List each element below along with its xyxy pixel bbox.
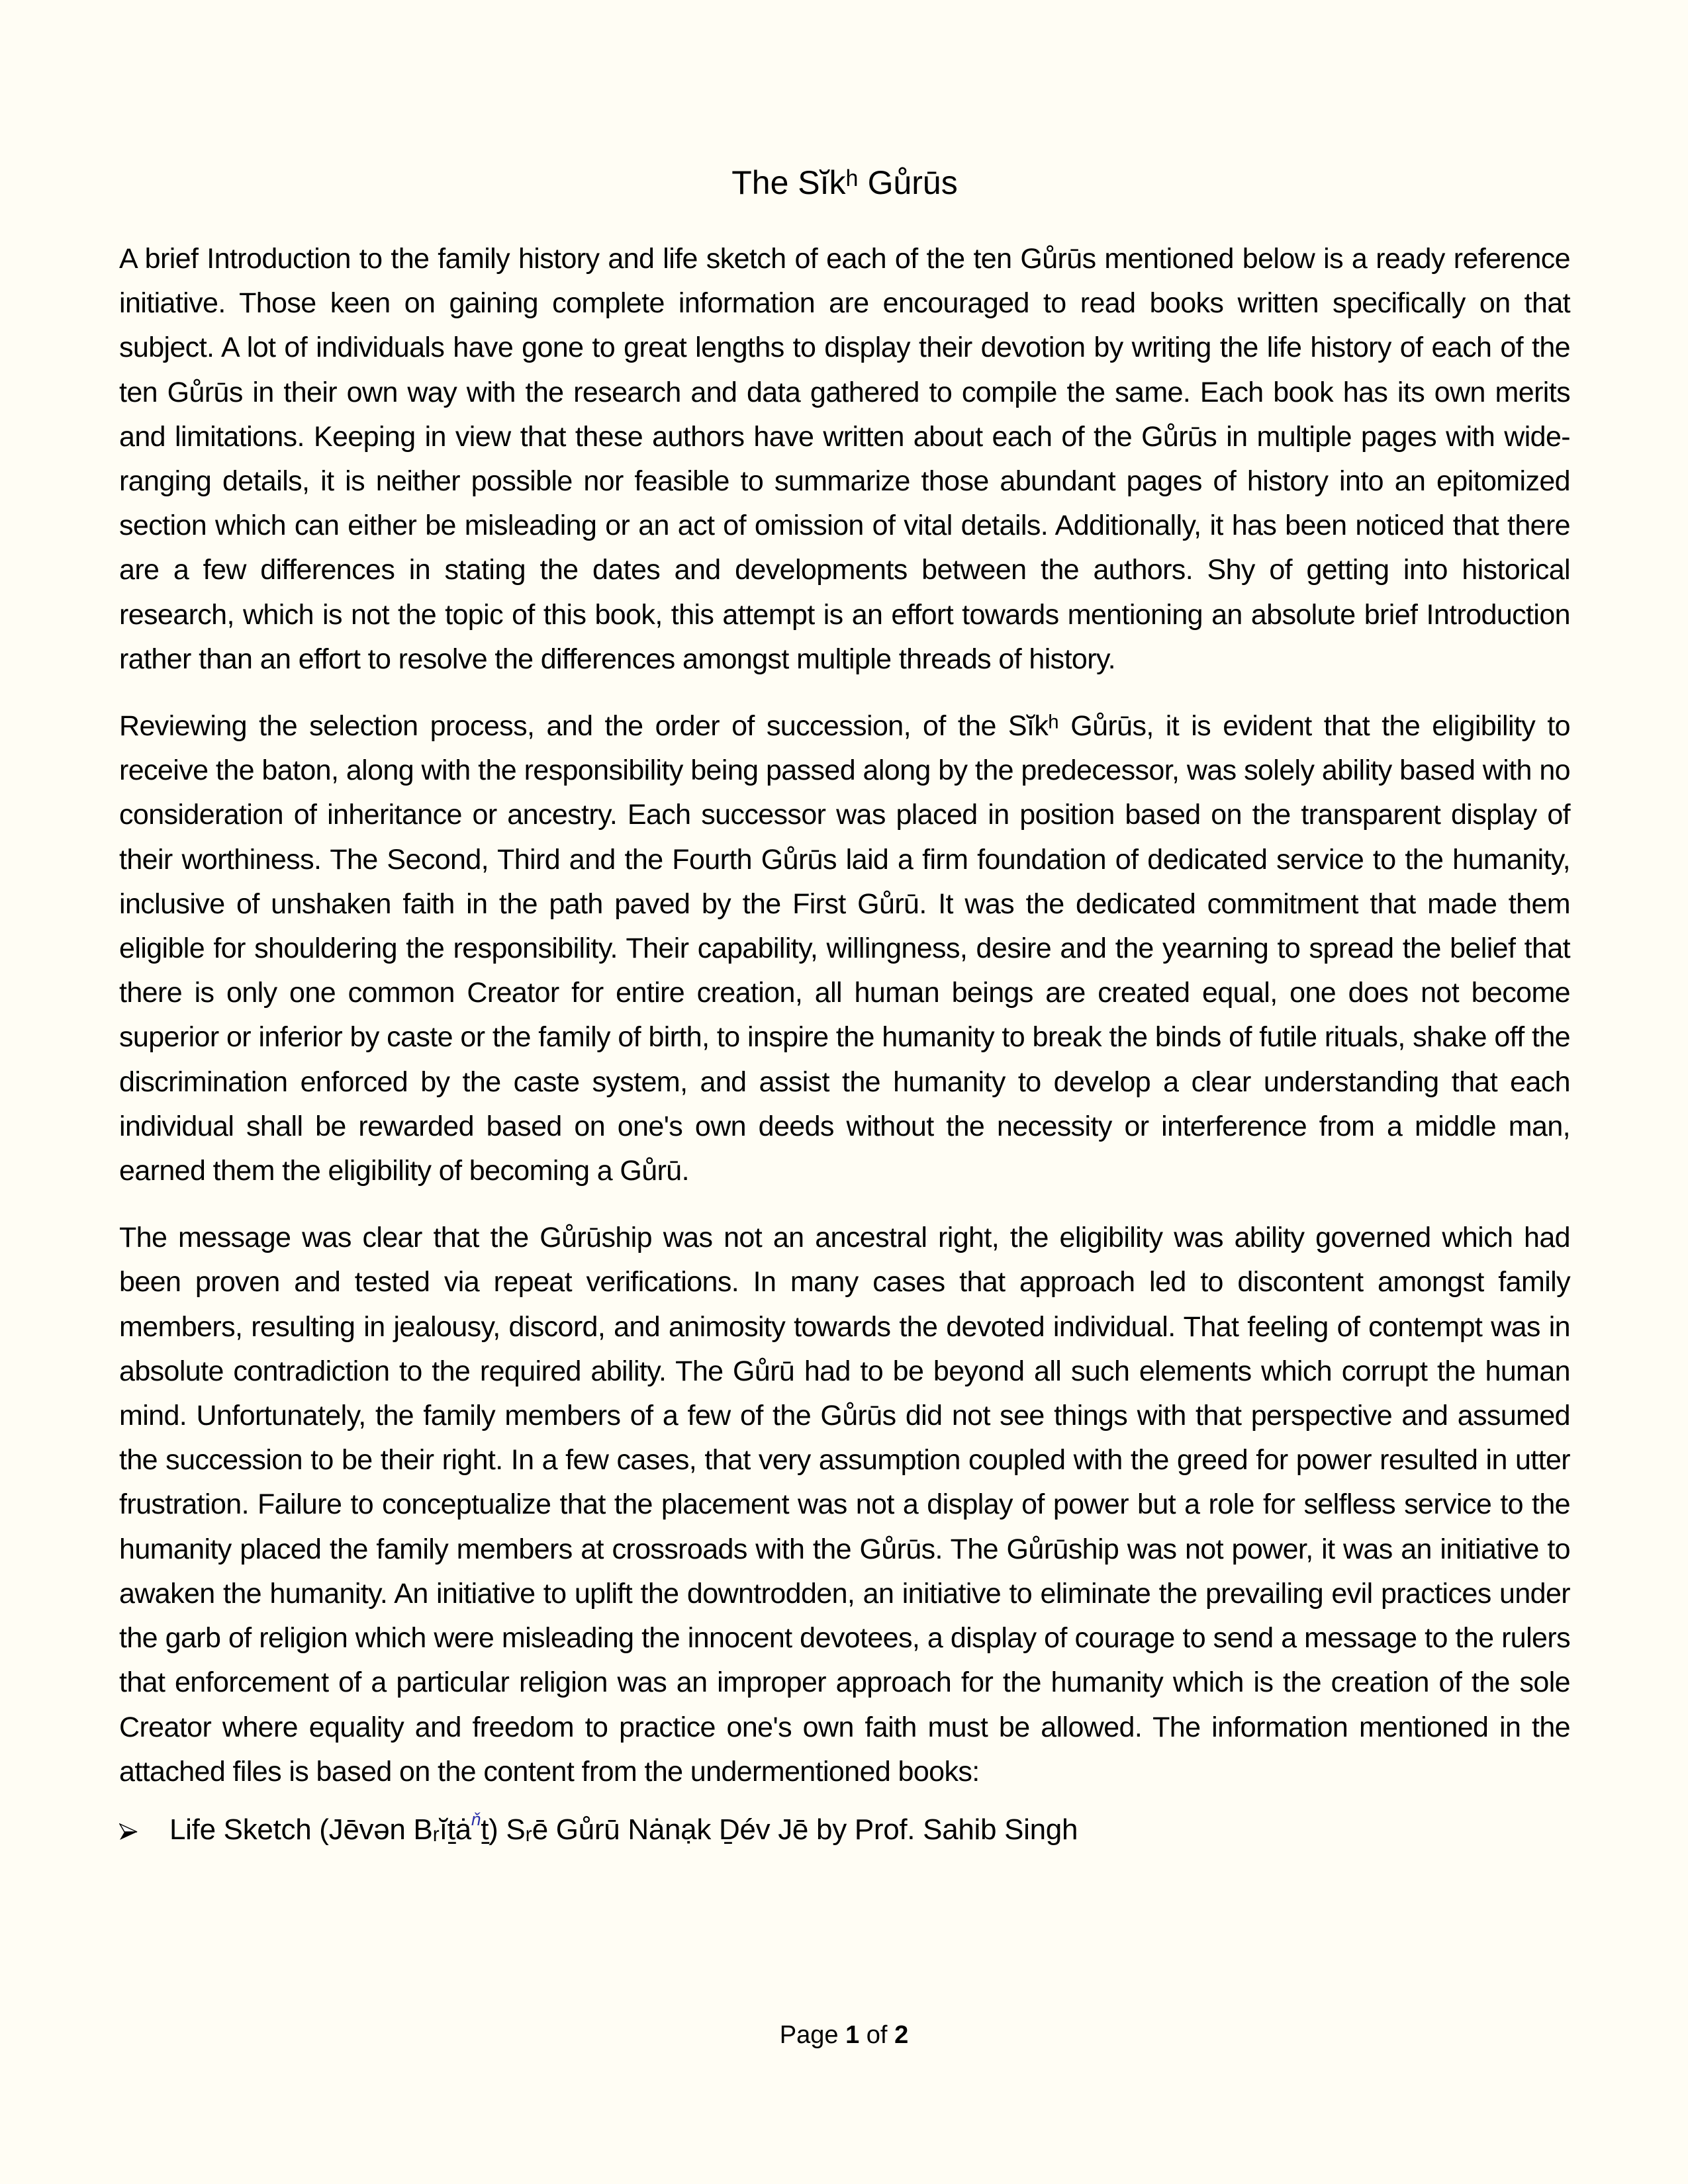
arrowhead-bullet-icon xyxy=(119,1811,169,1853)
paragraph-introduction: A brief Introduction to the family history and life sketch of each of the ten Gůrūs mentioned below is a ready reference initiative. Those keen on gaining complete information are encouraged to read books written specifically on that subject. A lot of individuals have gone to great lengths to display their devotion by writing the life history of each of the ten Gůrūs in their own way with the research and data gathered to compile the same. Each book has its own merits and limitations. Keeping in view that these authors have written about each of the Gůrūs in multiple pages with wide-ranging details, it is neither possible nor feasible to summarize those abundant pages of history into an epitomized section which can either be misleading or an act of omission of vital details. Additionally, it has been noticed that there are a few differences in stating the dates and developments between the authors. Shy of getting into historical research, which is not the topic of this book, this attempt is an effort towards mentioning an absolute brief Introduction rather than an effort to resolve the differences amongst multiple threads of history. xyxy=(119,243,1570,675)
book-list-item xyxy=(119,1798,1570,1853)
current-page-number: 1 xyxy=(845,2021,860,2049)
paragraph-guruship: The message was clear that the Gůrūship was not an ancestral right, the eligibility was ability governed which had been proven and tested via repeat verifications. In many cases that approach led to discontent amongst family members, resulting in jealousy, discord, and animosity towards the devoted individual. That feeling of contempt was in absolute contradiction to the required ability. The Gůrū had to be beyond all such elements which corrupt the human mind. Unfortunately, the family members of a few of the Gůrūs did not see things with that perspective and assumed the succession to be their right. In a few cases, that very assumption coupled with the greed for power resulted in utter frustration. Failure to conceptualize that the placement was not a display of power but a role for selfless service to the humanity placed the family members at crossroads with the Gůrūs. The Gůrūship was not power, it was an initiative to awaken the humanity. An initiative to uplift the downtrodden, an initiative to eliminate the prevailing evil practices under the garb of religion which were misleading the innocent devotees, a display of courage to send a message to the rulers that enforcement of a particular religion was an improper approach for the humanity which is the creation of the sole Creator where equality and freedom to practice one's own faith must be allowed. The information mentioned in the attached files is based on the content from the undermentioned books: xyxy=(119,1222,1570,1788)
book-title xyxy=(169,1798,1078,1851)
page-label: Page xyxy=(779,2021,839,2049)
page-title: The Sĭkʰ Gůrūs xyxy=(731,164,958,201)
document-body xyxy=(119,237,1570,1853)
total-pages-number: 2 xyxy=(894,2021,909,2049)
book-title-part-1: Life Sketch (Jēvən Bᵣĭṯȧ xyxy=(169,1813,471,1846)
of-label: of xyxy=(866,2021,888,2049)
page-footer xyxy=(0,2019,1688,2052)
book-title-part-2: ṯ) Sᵣē Gůrū Nȧnạk Ḏév Jē by Prof. Sahib Singh xyxy=(481,1813,1078,1846)
book-title-superscript: ň xyxy=(471,1809,481,1829)
paragraph-succession: Reviewing the selection process, and the order of succession, of the Sĭkʰ Gůrūs, it is evident that the eligibility to receive the baton, along with the responsibility being passed along by the predecessor, was solely ability based with no consideration of inheritance or ancestry. Each successor was placed in position based on the transparent display of their worthiness. The Second, Third and the Fourth Gůrūs laid a firm foundation of dedicated service to the humanity, inclusive of unshaken faith in the path paved by the First Gůrū. It was the dedicated commitment that made them eligible for shouldering the responsibility. Their capability, willingness, desire and the yearning to spread the belief that there is only one common Creator for entire creation, all human beings are created equal, one does not become superior or inferior by caste or the family of birth, to inspire the humanity to break the binds of futile rituals, shake off the discrimination enforced by the caste system, and assist the humanity to develop a clear understanding that each individual shall be rewarded based on one's own deeds without the necessity or interference from a middle man, earned them the eligibility of becoming a Gůrū. xyxy=(119,710,1570,1187)
book-list xyxy=(119,1798,1570,1853)
